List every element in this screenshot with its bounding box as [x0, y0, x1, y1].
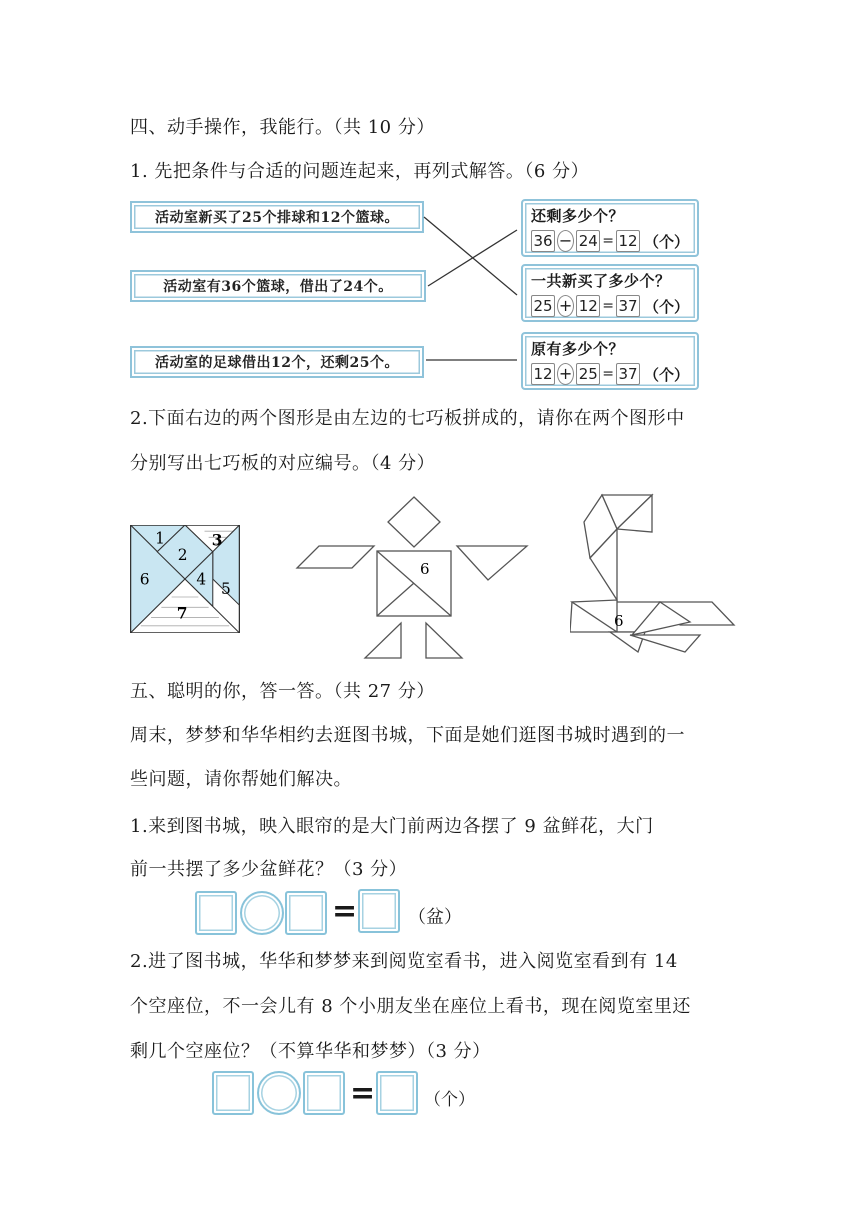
result-box: 12	[616, 230, 640, 252]
right-arm-triangle	[457, 546, 527, 580]
question-text: 原有多少个？	[531, 340, 625, 358]
number-box: 25	[576, 363, 600, 385]
answer-box-2[interactable]	[303, 1071, 345, 1115]
tangram-label-5: 5	[221, 579, 231, 598]
equals-sign: =	[332, 894, 358, 929]
question-box-3[interactable]	[521, 332, 699, 390]
equals-sign: =	[602, 233, 614, 249]
answer-result-box[interactable]	[358, 889, 400, 933]
equation	[531, 363, 689, 385]
tangram-label-6: 6	[139, 570, 150, 589]
q2-instruction-line2: 分别写出七巧板的对应编号。（4 分）	[130, 453, 436, 474]
question-text: 还剩多少个？	[531, 207, 625, 225]
s5-q2-line3: 剩几个空座位？（不算华华和梦梦）（3 分）	[130, 1041, 491, 1062]
question-box-2[interactable]	[521, 264, 699, 322]
number-box: 12	[576, 295, 600, 317]
unit-label: （个）	[643, 232, 689, 251]
operator-circle: +	[558, 364, 573, 383]
q2-instruction-line1: 2.下面右边的两个图形是由左边的七巧板拼成的，请你在两个图形中	[130, 408, 685, 429]
result-box: 37	[616, 295, 640, 317]
tangram-figure-person	[295, 495, 535, 665]
tangram-label-2: 2	[177, 545, 188, 564]
section5-intro-line1: 周末，梦梦和华华相约去逛图书城，下面是她们逛图书城时遇到的一	[130, 725, 685, 746]
line-cond2-to-q1	[428, 230, 517, 286]
tangram-label-1: 1	[155, 529, 165, 548]
answer-result-box[interactable]	[376, 1071, 418, 1115]
connection-lines	[0, 0, 860, 400]
question-box-1[interactable]	[521, 199, 699, 257]
condition-box-1[interactable]: 活动室新买了25个排球和12个篮球。	[130, 201, 424, 233]
answer-box-2[interactable]	[285, 891, 327, 935]
s5-q2-line1: 2.进了图书城，华华和梦梦来到阅览室看书，进入阅览室看到有 14	[130, 951, 678, 972]
number-box: 25	[531, 295, 555, 317]
section5-title: 五、聪明的你，答一答。（共 27 分）	[130, 681, 435, 702]
operator-circle: +	[558, 296, 573, 315]
equals-sign: =	[602, 366, 614, 382]
left-arm-parallelogram	[297, 546, 374, 568]
number-box: 12	[531, 363, 555, 385]
tangram-label-7: 7	[176, 604, 188, 623]
answer-operator-circle-1[interactable]	[257, 1071, 301, 1115]
right-leg-triangle	[426, 623, 462, 658]
condition-box-3[interactable]: 活动室的足球借出12个，还剩25个。	[130, 346, 424, 378]
unit-label: （个）	[424, 1090, 475, 1110]
unit-label: （个）	[643, 365, 689, 384]
number-box: 36	[531, 230, 555, 252]
unit-label: （个）	[643, 297, 689, 316]
section4-title: 四、动手操作，我能行。（共 10 分）	[130, 117, 435, 138]
figure-person-label: 6	[420, 560, 430, 578]
equals-sign: =	[350, 1076, 376, 1111]
equation	[531, 295, 689, 317]
operator-circle: −	[558, 231, 573, 250]
s5-q1-line2: 前一共摆了多少盆鲜花？（3 分）	[130, 859, 408, 880]
left-leg-triangle	[365, 623, 401, 658]
tangram-label-4: 4	[196, 570, 207, 589]
figure-bird-label: 6	[614, 612, 624, 630]
tangram-figure-bird	[570, 492, 740, 662]
answer-operator-circle-1[interactable]	[240, 891, 284, 935]
unit-label: （盆）	[408, 907, 462, 928]
equals-sign: =	[602, 298, 614, 314]
head-square	[388, 497, 440, 547]
equation	[531, 230, 689, 252]
result-box: 37	[616, 363, 640, 385]
question-text: 一共新买了多少个？	[531, 272, 671, 290]
q1-instruction: 1. 先把条件与合适的问题连起来，再列式解答。（6 分）	[130, 161, 590, 182]
number-box: 24	[576, 230, 600, 252]
tangram-square	[130, 525, 240, 633]
condition-box-2[interactable]: 活动室有36个篮球，借出了24个。	[130, 270, 426, 302]
section5-intro-line2: 些问题，请你帮她们解决。	[130, 769, 352, 790]
answer-box-1[interactable]	[195, 891, 237, 935]
s5-q1-line1: 1.来到图书城，映入眼帘的是大门前两边各摆了 9 盆鲜花，大门	[130, 816, 654, 837]
line-cond1-to-q2	[424, 217, 517, 295]
answer-box-1[interactable]	[212, 1071, 254, 1115]
s5-q2-line2: 个空座位，不一会儿有 8 个小朋友坐在座位上看书，现在阅览室里还	[130, 996, 691, 1017]
tangram-label-3: 3	[211, 531, 223, 550]
